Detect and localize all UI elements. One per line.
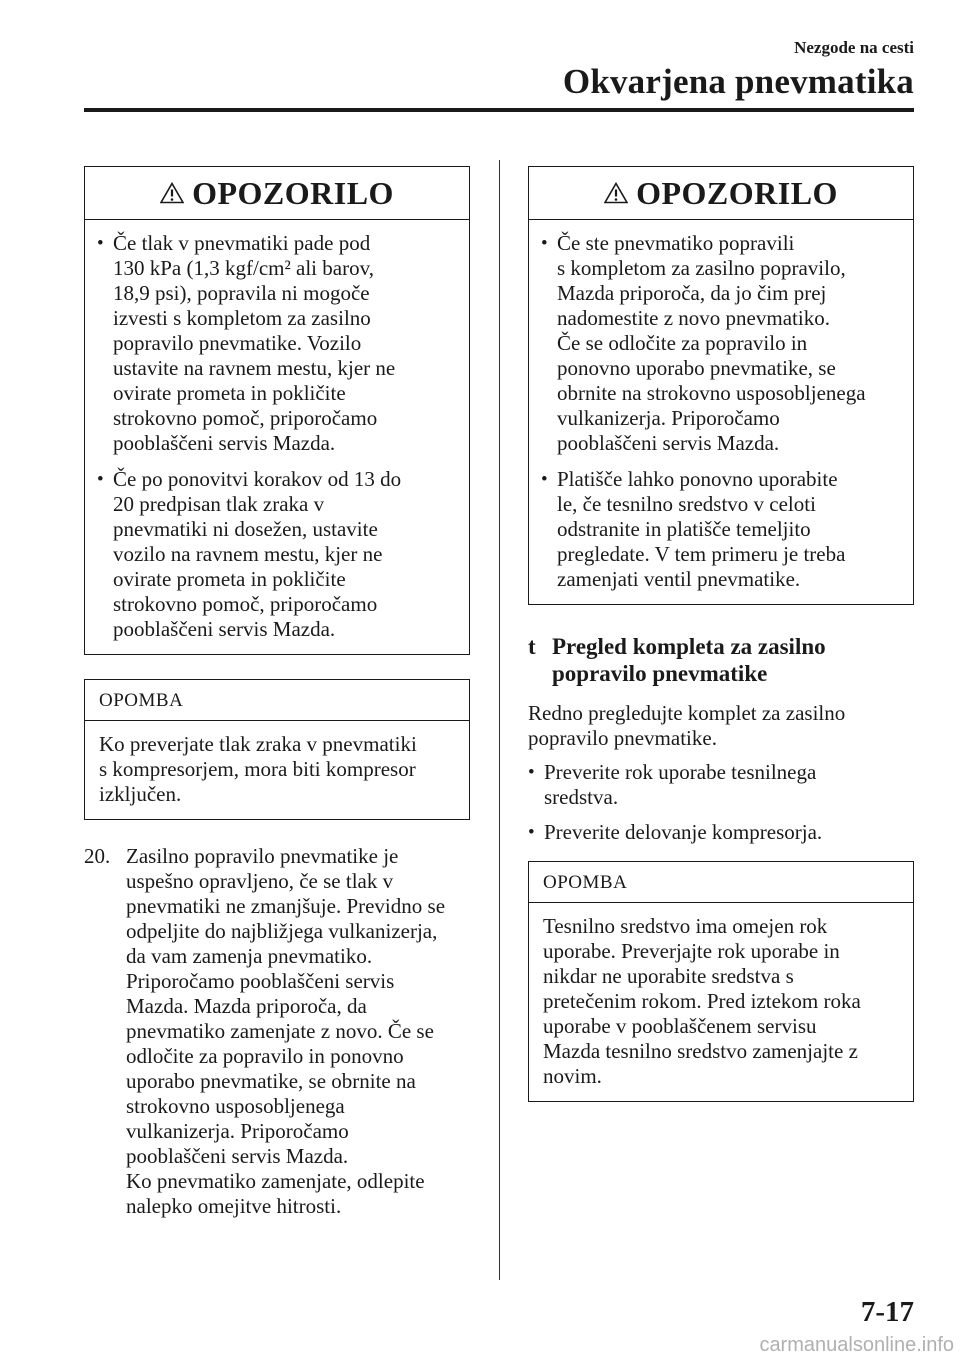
warning-box xyxy=(84,166,470,655)
warning-header xyxy=(529,167,913,220)
list-item-text: Preverite delovanje kompresorja. xyxy=(544,820,823,844)
warning-bullet xyxy=(97,467,455,642)
warning-bullet xyxy=(541,231,899,456)
warning-body xyxy=(529,220,913,604)
list-item xyxy=(528,760,914,810)
section-title: Okvarjena pnevmatika xyxy=(562,62,914,101)
note-title: OPOMBA xyxy=(529,862,913,903)
watermark-link[interactable]: carmanualsonline.info xyxy=(759,1334,954,1356)
warning-bullet-text: Če po ponovitvi korakov od 13 do 20 predpisan tlak zraka v pnevmatiki ni dosežen, ustavite vozilo na ravnem mestu, kjer ne ovirate prometa in pokličite strokovno pomoč, priporočamo pooblaščeni servis Mazda. xyxy=(113,467,402,641)
warning-bullet-text: Če ste pnevmatiko popravili s kompletom za zasilno popravilo, Mazda priporoča, da jo čim prej nadomestite z novo pnevmatiko. Če se odločite za popravilo in ponovno uporabo pnevmatike, se obrnite na strokovno usposobljenega vulkanizerja. Priporočamo pooblaščeni servis Mazda. xyxy=(557,231,866,455)
intro-paragraph: Redno pregledujte komplet za zasilno popravilo pnevmatike. xyxy=(528,701,846,750)
check-list xyxy=(528,760,914,845)
subsection-marker: t xyxy=(528,634,536,659)
step-text: Zasilno popravilo pnevmatike je uspešno opravljeno, če se tlak v pnevmatiki ne zmanjšuje. Previdno se odpeljite do najbližjega vulkanizerja, da vam zamenja pnevmatiko. Priporočamo pooblaščeni servis Mazda. Mazda priporoča, da pnevmatiko zamenjate z novo. Če se odločite za popravilo in ponovno uporabo pnevmatike, se obrnite na strokovno usposobljenega vulkanizerja. Priporočamo pooblaščeni servis Mazda. Ko pnevmatiko zamenjate, odlepite nalepko omejitve hitrosti. xyxy=(126,844,446,1218)
list-item-text: Preverite rok uporabe tesnilnega sredstva. xyxy=(544,760,817,809)
note-text: Tesnilno sredstvo ima omejen rok uporabe. Preverjajte rok uporabe in nikdar ne uporabite sredstva s pretečenim rokom. Pred iztekom roka uporabe v pooblaščenem servisu Mazda tesnilno sredstvo zamenjajte z novim. xyxy=(543,914,861,1088)
warning-title: OPOZORILO xyxy=(192,174,394,211)
bullet-dot: • xyxy=(528,822,535,843)
left-column xyxy=(84,166,470,1219)
right-column xyxy=(528,166,914,1102)
header-rule xyxy=(84,108,914,112)
warning-bullet-text: Platišče lahko ponovno uporabite le, če tesnilno sredstvo v celoti odstranite in platišče temeljito pregledate. V tem primeru je treba zamenjati ventil pnevmatike. xyxy=(557,467,846,591)
step-item xyxy=(84,844,470,1219)
page-number: 7-17 xyxy=(860,1296,914,1328)
subsection-heading xyxy=(528,633,914,687)
note-text: Ko preverjate tlak zraka v pnevmatiki s kompresorjem, mora biti kompresor izključen. xyxy=(99,732,417,806)
warning-bullet-text: Če tlak v pnevmatiki pade pod 130 kPa (1,3 kgf/cm² ali barov, 18,9 psi), popravila ni mogoče izvesti s kompletom za zasilno popravilo pnevmatike. Vozilo ustavite na ravnem mestu, kjer ne ovirate prometa in pokličite strokovno pomoč, priporočamo pooblaščeni servis Mazda. xyxy=(113,231,396,455)
bullet-dot: • xyxy=(97,233,104,254)
note-title: OPOMBA xyxy=(85,680,469,721)
note-box xyxy=(84,679,470,820)
list-item xyxy=(528,820,914,845)
bullet-dot: • xyxy=(541,469,548,490)
warning-bullet xyxy=(541,467,899,592)
warning-body xyxy=(85,220,469,654)
warning-header xyxy=(85,167,469,220)
step-number: 20. xyxy=(84,844,111,868)
column-divider xyxy=(499,160,500,1280)
note-box xyxy=(528,861,914,1102)
warning-title: OPOZORILO xyxy=(636,174,838,211)
bullet-dot: • xyxy=(97,469,104,490)
chapter-label: Nezgode na cesti xyxy=(794,38,914,57)
subsection-title: Pregled kompleta za zasilno popravilo pnevmatike xyxy=(552,634,826,686)
bullet-dot: • xyxy=(528,762,535,783)
warning-box xyxy=(528,166,914,605)
warning-bullet xyxy=(97,231,455,456)
warning-triangle-icon xyxy=(604,182,628,204)
bullet-dot: • xyxy=(541,233,548,254)
warning-triangle-icon xyxy=(160,182,184,204)
